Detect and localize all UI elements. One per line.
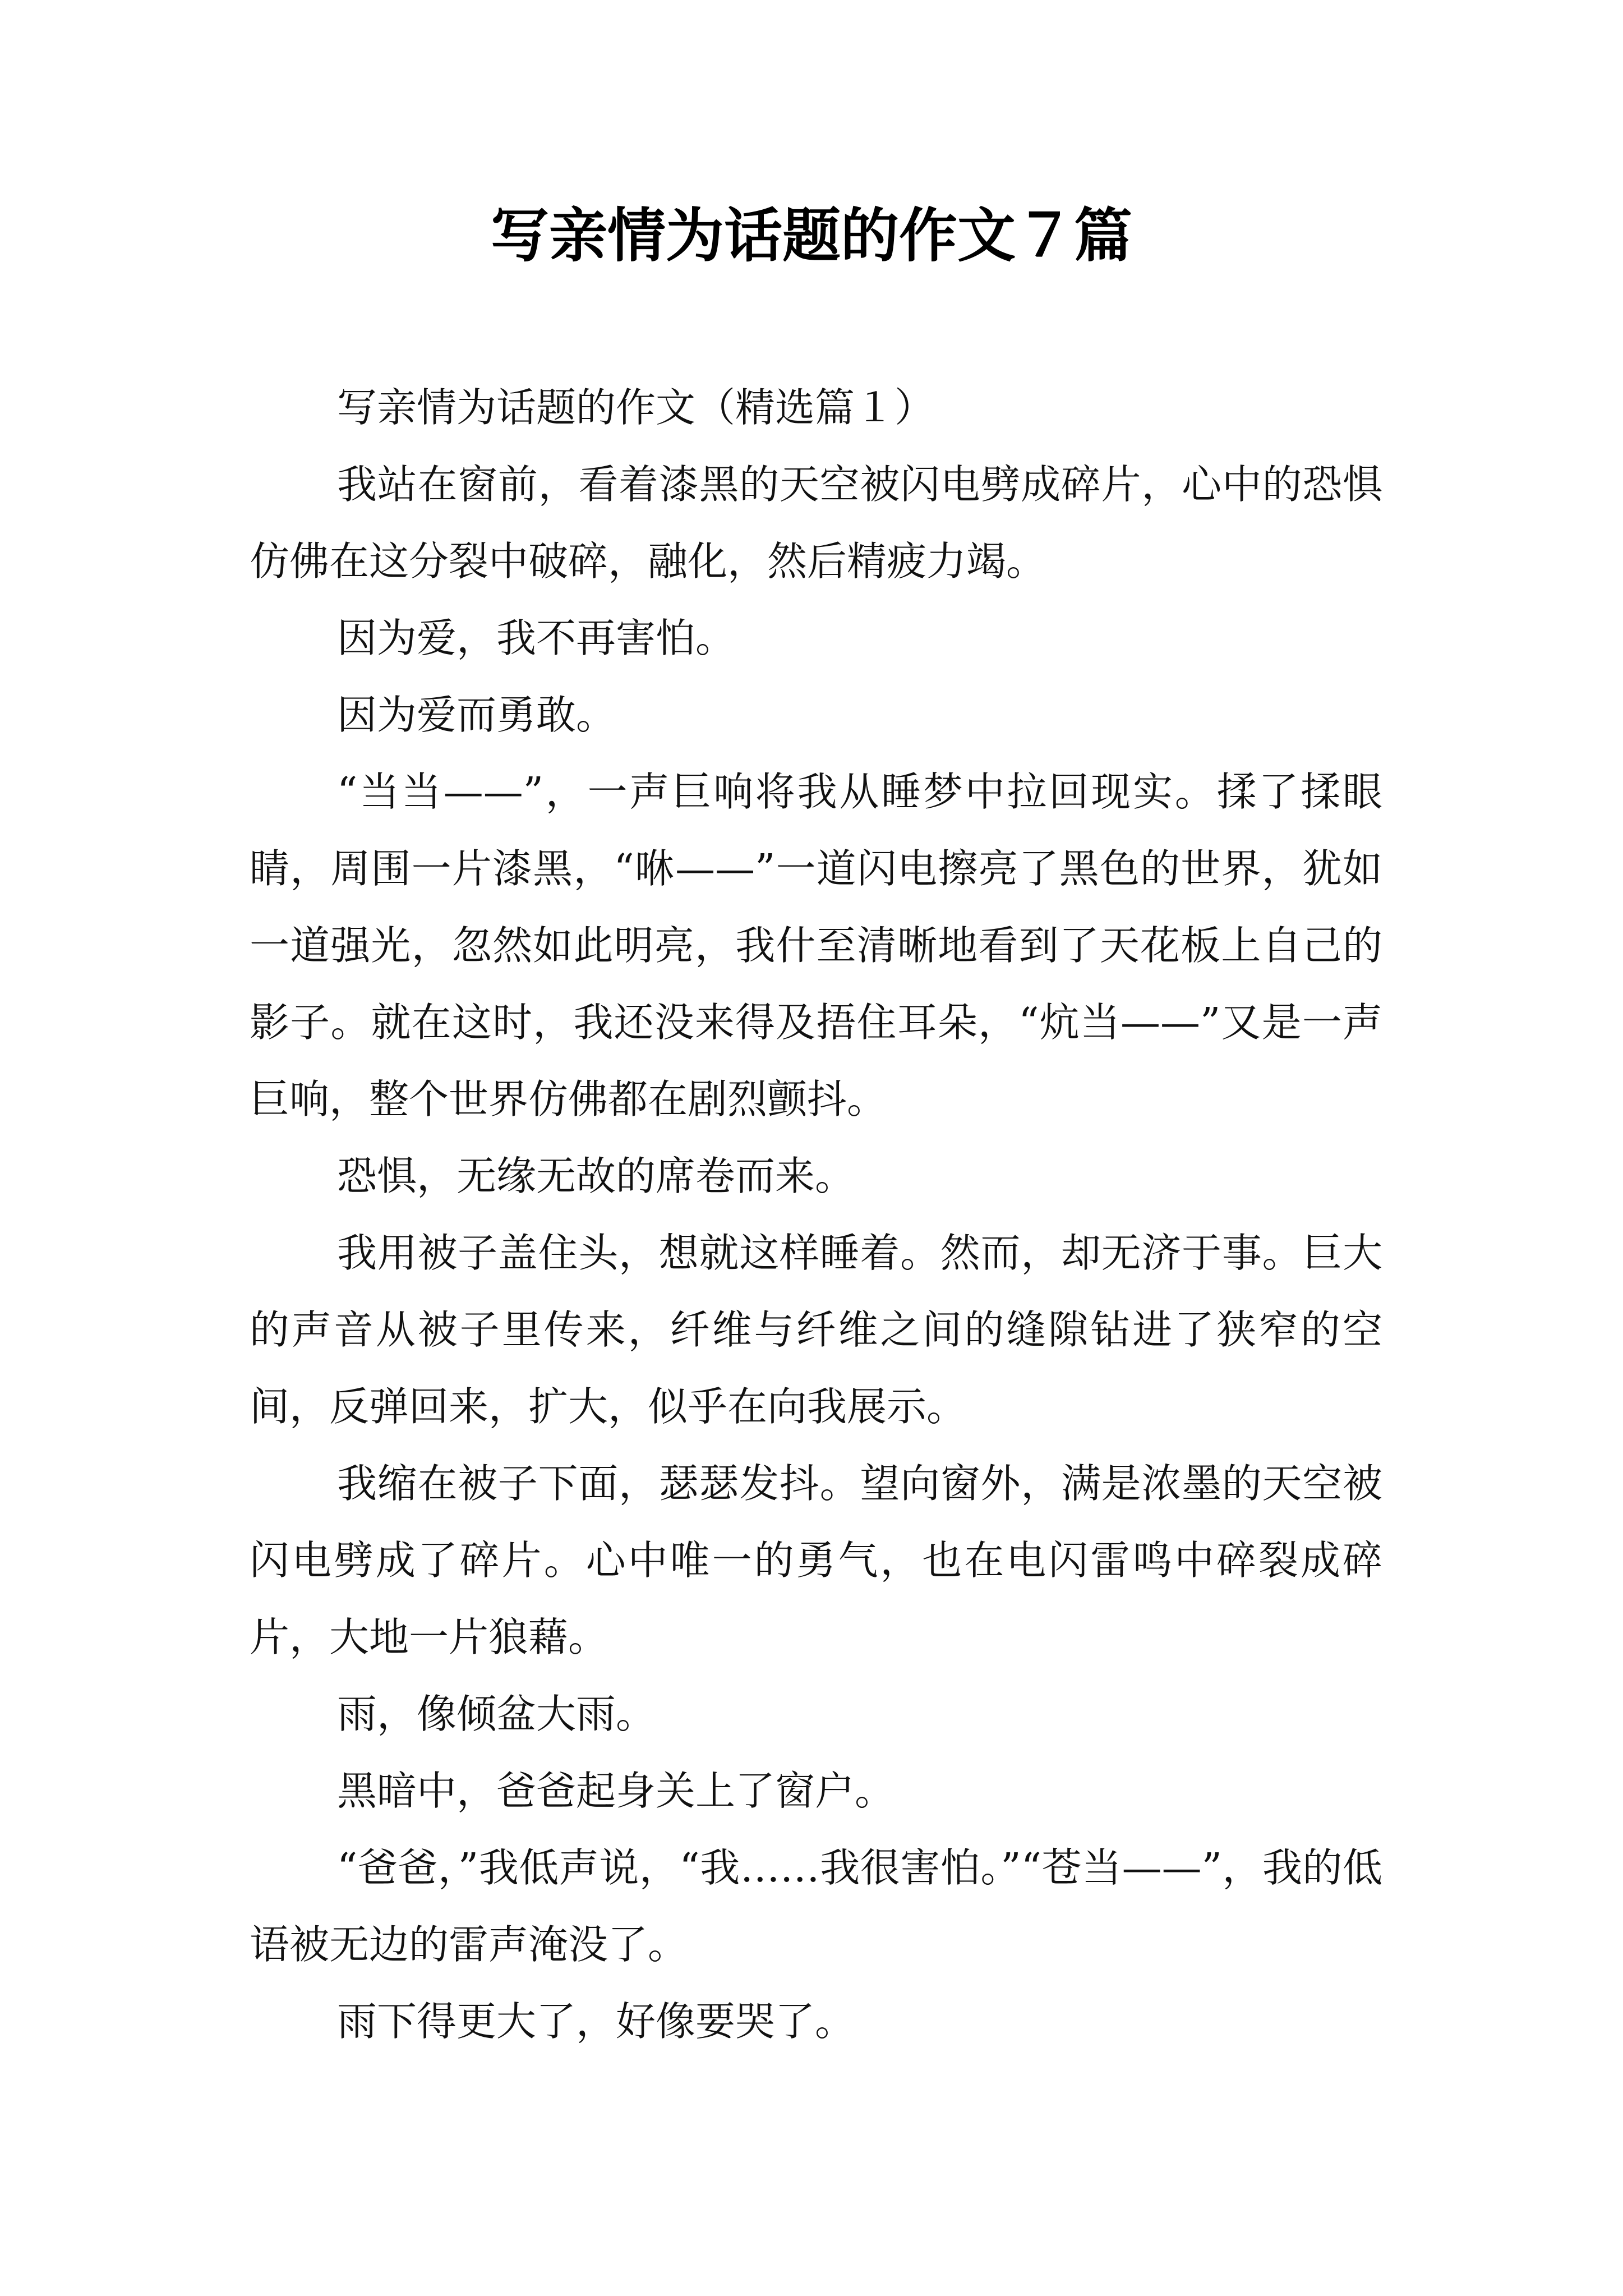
paragraph: 雨，像倾盆大雨。 [337, 1691, 656, 1737]
paragraph: “当当——”，一声巨响将我从睡梦中拉回现实。揉了揉眼睛，周围一片漆黑，“咻——”一道闪电擦亮了黑色的世界，犹如一道强光，忽然如此明亮，我什至清晰地看到了天花板上自己的影子。就在这时，我还没来得及捂住耳朵，“炕当——”又是一声巨响，整个世界仿佛都在剧烈颤抖。 [250, 769, 1382, 1122]
paragraph: 因为爱而勇敢。 [337, 692, 616, 738]
paragraph: 恐惧，无缘无故的席卷而来。 [337, 1153, 855, 1199]
document-body [250, 369, 1382, 2060]
document-title: 写亲情为话题的作文７篇 [490, 201, 1132, 270]
paragraph: 黑暗中，爸爸起身关上了窗户。 [337, 1768, 895, 1814]
paragraph: 我站在窗前，看着漆黑的天空被闪电劈成碎片，心中的恐惧仿佛在这分裂中破碎，融化，然后精疲力竭。 [250, 461, 1382, 585]
paragraph: 雨下得更大了，好像要哭了。 [337, 1998, 855, 2045]
paragraph-heading: 写亲情为话题的作文（精选篇１） [337, 384, 935, 431]
paragraph: 我用被子盖住头，想就这样睡着。然而，却无济于事。巨大的声音从被子里传来，纤维与纤维之间的缝隙钻进了狭窄的空间，反弹回来，扩大，似乎在向我展示。 [250, 1230, 1382, 1430]
paragraph: “爸爸，”我低声说，“我……我很害怕。”“苍当——”，我的低语被无边的雷声淹没了。 [250, 1844, 1382, 1968]
paragraph: 我缩在被子下面，瑟瑟发抖。望向窗外，满是浓墨的天空被闪电劈成了碎片。心中唯一的勇气，也在电闪雷鸣中碎裂成碎片，大地一片狼藉。 [250, 1460, 1382, 1660]
paragraph: 因为爱，我不再害怕。 [337, 615, 736, 661]
